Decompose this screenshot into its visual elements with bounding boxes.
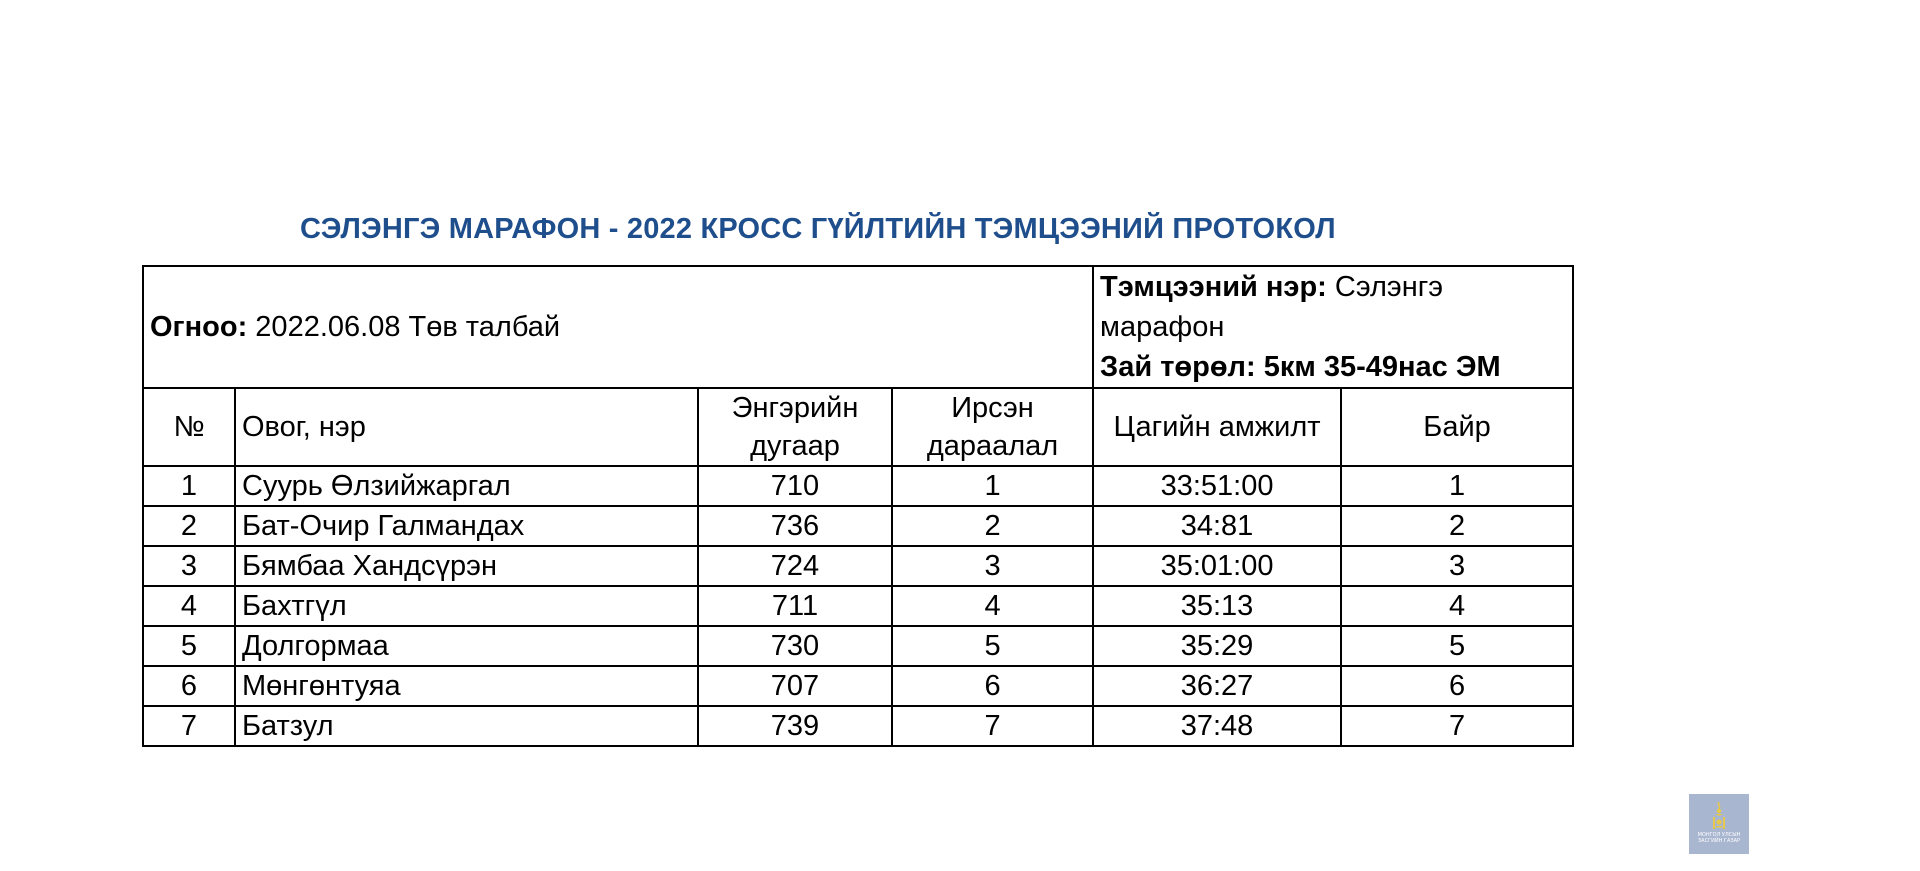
cell-time: 37:48 bbox=[1093, 706, 1341, 746]
category-line: Зай төрөл: 5км 35-49нас ЭМ bbox=[1100, 351, 1501, 383]
cell-no: 6 bbox=[143, 666, 235, 706]
cell-bib: 711 bbox=[698, 586, 892, 626]
cell-time: 36:27 bbox=[1093, 666, 1341, 706]
header-order bbox=[892, 388, 1093, 466]
cell-no: 4 bbox=[143, 586, 235, 626]
table-row bbox=[143, 706, 1573, 746]
table-row bbox=[143, 466, 1573, 506]
table-row bbox=[143, 626, 1573, 666]
cell-no: 1 bbox=[143, 466, 235, 506]
cell-order: 7 bbox=[892, 706, 1093, 746]
header-place: Байр bbox=[1341, 388, 1573, 466]
emblem-caption-line2: ЗАСГИЙН ГАЗАР bbox=[1697, 838, 1741, 844]
cell-no: 7 bbox=[143, 706, 235, 746]
date-cell bbox=[143, 266, 1093, 388]
cell-time: 35:13 bbox=[1093, 586, 1341, 626]
header-time: Цагийн амжилт bbox=[1093, 388, 1341, 466]
header-no: № bbox=[143, 388, 235, 466]
cell-order: 1 bbox=[892, 466, 1093, 506]
emblem-caption-line1: МОНГОЛ УЛСЫН bbox=[1697, 832, 1741, 838]
cell-name: Батзул bbox=[235, 706, 698, 746]
competition-value: Сэлэнгэ марафон bbox=[1100, 271, 1444, 343]
table-row bbox=[143, 666, 1573, 706]
header-bib bbox=[698, 388, 892, 466]
header-name: Овог, нэр bbox=[235, 388, 698, 466]
cell-no: 2 bbox=[143, 506, 235, 546]
cell-place: 2 bbox=[1341, 506, 1573, 546]
competition-cell bbox=[1093, 266, 1573, 388]
cell-place: 4 bbox=[1341, 586, 1573, 626]
cell-bib: 724 bbox=[698, 546, 892, 586]
header-order-line2: дараалал bbox=[926, 430, 1059, 462]
cell-bib: 736 bbox=[698, 506, 892, 546]
cell-name: Суурь Өлзийжаргал bbox=[235, 466, 698, 506]
cell-place: 7 bbox=[1341, 706, 1573, 746]
competition-label: Тэмцээний нэр: bbox=[1100, 271, 1327, 303]
header-bib-line1: Энгэрийн bbox=[731, 392, 859, 424]
emblem-caption bbox=[1690, 832, 1748, 844]
cell-time: 33:51:00 bbox=[1093, 466, 1341, 506]
table-row bbox=[143, 586, 1573, 626]
header-bib-line2: дугаар bbox=[750, 430, 840, 462]
competition-line bbox=[1100, 267, 1572, 347]
header-row bbox=[143, 388, 1573, 466]
protocol-table bbox=[142, 265, 1574, 747]
cell-bib: 710 bbox=[698, 466, 892, 506]
soyombo-icon bbox=[1711, 802, 1727, 830]
info-row bbox=[143, 266, 1573, 388]
cell-bib: 739 bbox=[698, 706, 892, 746]
cell-name: Долгормаа bbox=[235, 626, 698, 666]
page-title: СЭЛЭНГЭ МАРАФОН - 2022 КРОСС ГҮЙЛТИЙН ТЭМЦЭЭНИЙ ПРОТОКОЛ bbox=[300, 213, 1336, 245]
cell-time: 35:29 bbox=[1093, 626, 1341, 666]
cell-time: 35:01:00 bbox=[1093, 546, 1341, 586]
cell-name: Бямбаа Хандсүрэн bbox=[235, 546, 698, 586]
table-row bbox=[143, 506, 1573, 546]
cell-bib: 707 bbox=[698, 666, 892, 706]
table-row bbox=[143, 546, 1573, 586]
header-order-line1: Ирсэн bbox=[951, 392, 1034, 424]
cell-place: 6 bbox=[1341, 666, 1573, 706]
cell-order: 4 bbox=[892, 586, 1093, 626]
date-label: Огноо: bbox=[150, 310, 248, 343]
cell-no: 5 bbox=[143, 626, 235, 666]
cell-place: 1 bbox=[1341, 466, 1573, 506]
cell-order: 6 bbox=[892, 666, 1093, 706]
cell-time: 34:81 bbox=[1093, 506, 1341, 546]
cell-name: Бахтгүл bbox=[235, 586, 698, 626]
cell-place: 3 bbox=[1341, 546, 1573, 586]
cell-bib: 730 bbox=[698, 626, 892, 666]
date-value: 2022.06.08 Төв талбай bbox=[247, 310, 561, 343]
cell-order: 2 bbox=[892, 506, 1093, 546]
cell-order: 5 bbox=[892, 626, 1093, 666]
cell-name: Мөнгөнтуяа bbox=[235, 666, 698, 706]
cell-name: Бат-Очир Галмандах bbox=[235, 506, 698, 546]
cell-order: 3 bbox=[892, 546, 1093, 586]
cell-no: 3 bbox=[143, 546, 235, 586]
government-emblem bbox=[1689, 794, 1749, 854]
cell-place: 5 bbox=[1341, 626, 1573, 666]
